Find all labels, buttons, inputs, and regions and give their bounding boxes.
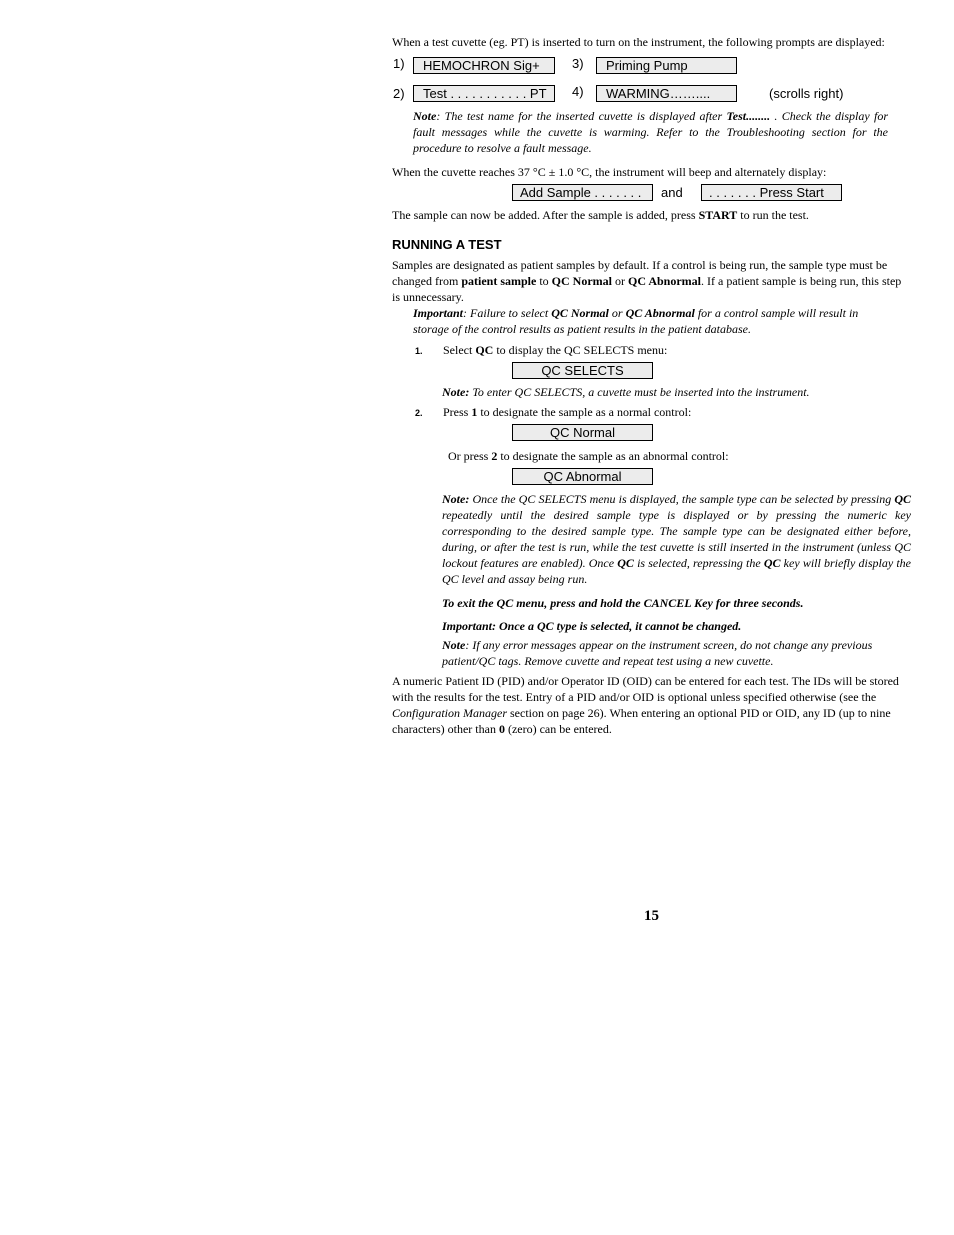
note-test-name: Note: The test name for the inserted cuvette is displayed after Test........ . Check the display for fault messages while the cuvette is warming. Refer to the Troubleshooting section for the procedure to resolve a fault message. <box>413 109 889 155</box>
lcd-display-press-start: . . . . . . . Press Start <box>701 184 842 201</box>
lcd-display-qc-abnormal: QC Abnormal <box>512 468 653 485</box>
page-number: 15 <box>644 908 659 924</box>
prompt-number-3: 3) <box>572 56 584 71</box>
lcd-display-test-pt: Test . . . . . . . . . . . PT <box>413 85 555 102</box>
or-press-text: Or press 2 to designate the sample as an abnormal control: <box>448 449 729 463</box>
lcd-display-add-sample: Add Sample . . . . . . . <box>512 184 653 201</box>
lcd-display-warming: WARMING…….... <box>596 85 737 102</box>
lcd-display-hemochron: HEMOCHRON Sig+ <box>413 57 555 74</box>
patient-operator-id-paragraph: A numeric Patient ID (PID) and/or Operator ID (OID) can be entered for each test. The IDs will be stored with the results for the test. Entry of a PID and/or OID is optional unless specified otherwise (see the Configuration Manager section on page 26). When entering an optional PID or OID, any ID (up to nine characters) other than 0 (zero) can be entered. <box>392 674 899 736</box>
note-qc-selects: Note: To enter QC SELECTS, a cuvette must be inserted into the instrument. <box>442 385 810 399</box>
note-error-messages: Note: If any error messages appear on the instrument screen, do not change any previous patient/QC tags. Remove cuvette and repeat test using a new cuvette. <box>442 638 873 668</box>
lcd-display-priming-pump: Priming Pump <box>596 57 737 74</box>
note-qc-selection: Note: Once the QC SELECTS menu is displayed, the sample type can be selected by pressing QC repeatedly until the desired sample type is displayed or by pressing the numeric key corresponding to the desired sample type. The sample type can be designated either before, during, or after the test is run, while the test cuvette is still inserted in the instrument (unless QC lockout features are enabled). Once QC is selected, repressing the QC key will briefly display the QC level and assay being run. <box>442 492 911 586</box>
step-number-1: 1. <box>415 346 423 356</box>
step-2-text: Press 1 to designate the sample as a normal control: <box>443 405 692 419</box>
prompt-number-4: 4) <box>572 84 584 99</box>
prompt-number-2: 2) <box>393 86 405 101</box>
intro-text: When a test cuvette (eg. PT) is inserted to turn on the instrument, the following prompts are displayed: <box>392 35 885 49</box>
and-label: and <box>661 185 683 200</box>
important-qc-type: Important: Once a QC type is selected, it cannot be changed. <box>442 619 742 633</box>
cuvette-temperature-text: When the cuvette reaches 37 °C ± 1.0 °C, the instrument will beep and alternately display: <box>392 165 827 179</box>
section-heading: RUNNING A TEST <box>392 237 502 252</box>
sample-added-text: The sample can now be added. After the sample is added, press START to run the test. <box>392 208 809 222</box>
prompt-number-1: 1) <box>393 56 405 71</box>
lcd-display-qc-normal: QC Normal <box>512 424 653 441</box>
step-1-text: Select QC to display the QC SELECTS menu: <box>443 343 668 357</box>
exit-qc-instruction: To exit the QC menu, press and hold the CANCEL Key for three seconds. <box>442 596 804 610</box>
samples-paragraph: Samples are designated as patient samples by default. If a control is being run, the sample type must be changed from patient sample to QC Normal or QC Abnormal. If a patient sample is being run, this step is unnecessary. <box>392 258 902 304</box>
scrolls-right-label: (scrolls right) <box>769 86 844 101</box>
important-control-sample: Important: Failure to select QC Normal or QC Abnormal for a control sample will result in storage of the control results as patient results in the patient database. <box>413 306 859 336</box>
lcd-display-qc-selects: QC SELECTS <box>512 362 653 379</box>
step-number-2: 2. <box>415 408 423 418</box>
